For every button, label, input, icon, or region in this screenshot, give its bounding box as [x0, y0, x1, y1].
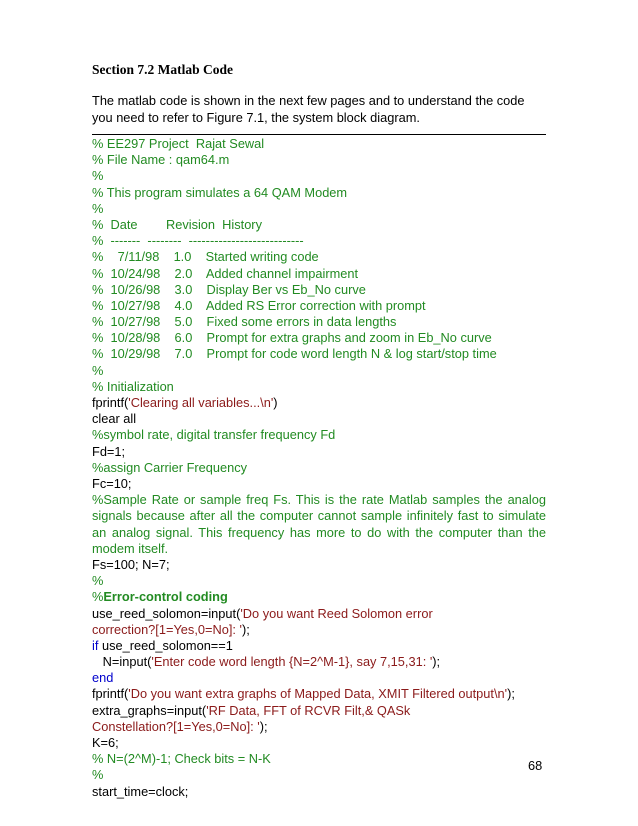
code-line-fd: Fd=1; [92, 443, 126, 459]
header-comment-line: % [92, 168, 104, 184]
header-comment-line: % 10/24/98 2.0 Added channel impairment [92, 265, 359, 281]
code-line-clear-all: clear all [92, 411, 137, 427]
comment-symbol-rate: %symbol rate, digital transfer frequency Fd [92, 427, 336, 443]
code-line-reed-solomon-1: use_reed_solomon=input('Do you want Reed Solomon error [92, 605, 433, 621]
code-line-fs: Fs=100; N=7; [92, 556, 170, 572]
header-comment-line: % Date Revision History [92, 216, 262, 232]
header-comment-line: % Initialization [92, 378, 174, 394]
header-comment-line: % 10/27/98 5.0 Fixed some errors in data lengths [92, 314, 397, 330]
code-line-fprintf-graphs: fprintf('Do you want extra graphs of Mapped Data, XMIT Filtered output\n'); [92, 686, 515, 702]
code-line-n-input: N=input('Enter code word length {N=2^M-1}, say 7,15,31: '); [92, 654, 441, 670]
comment-blank: % [92, 573, 104, 589]
header-comment-line: % File Name : qam64.m [92, 152, 230, 168]
intro-paragraph: The matlab code is shown in the next few pages and to understand the code you need to refer to Figure 7.1, the system block diagram. [92, 93, 525, 125]
header-comment-line: % [92, 200, 104, 216]
header-comment-line: % EE297 Project Rajat Sewal [92, 136, 265, 151]
section-heading: Section 7.2 Matlab Code [92, 62, 233, 77]
code-listing [92, 136, 546, 800]
comment-error-control: %Error-control coding [92, 589, 228, 605]
header-comment-line: % This program simulates a 64 QAM Modem [92, 184, 348, 200]
comment-blank-2: % [92, 767, 104, 783]
code-line-fprintf-clearing: fprintf('Clearing all variables...\n') [92, 395, 278, 410]
header-comment-line: % ------- -------- --------------------------- [92, 233, 304, 249]
header-comment-line: % 10/26/98 3.0 Display Ber vs Eb_No curve [92, 281, 366, 297]
header-comments [92, 136, 546, 395]
code-line-if: if use_reed_solomon==1 [92, 637, 233, 653]
comment-carrier-frequency: %assign Carrier Frequency [92, 459, 248, 475]
code-line-extra-graphs-1: extra_graphs=input('RF Data, FFT of RCVR Filt,& QASk [92, 702, 411, 718]
header-comment-line: % 7/11/98 1.0 Started writing code [92, 249, 319, 265]
code-line-start-time: start_time=clock; [92, 783, 189, 799]
header-comment-line: % [92, 362, 104, 378]
header-comment-line: % 10/27/98 4.0 Added RS Error correction with prompt [92, 297, 426, 313]
code-line-extra-graphs-2: Constellation?[1=Yes,0=No]: '); [92, 718, 268, 734]
code-line-k: K=6; [92, 735, 119, 750]
code-line-reed-solomon-2: correction?[1=Yes,0=No]: '); [92, 621, 250, 637]
code-line-fc: Fc=10; [92, 475, 132, 491]
horizontal-rule [92, 134, 546, 135]
header-comment-line: % 10/29/98 7.0 Prompt for code word length N & log start/stop time [92, 346, 497, 362]
comment-sample-rate: %Sample Rate or sample freq Fs. This is the rate Matlab samples the analog signals because after all the computer cannot sample infinitely fast to simulate an analog signal. This frequency has more to do with the computer than the modem itself. [92, 492, 546, 556]
header-comment-line: % 10/28/98 6.0 Prompt for extra graphs and zoom in Eb_No curve [92, 330, 492, 346]
comment-n-check-bits: % N=(2^M)-1; Check bits = N-K [92, 751, 271, 767]
code-line-end: end [92, 670, 114, 686]
page-number: 68 [528, 758, 543, 773]
